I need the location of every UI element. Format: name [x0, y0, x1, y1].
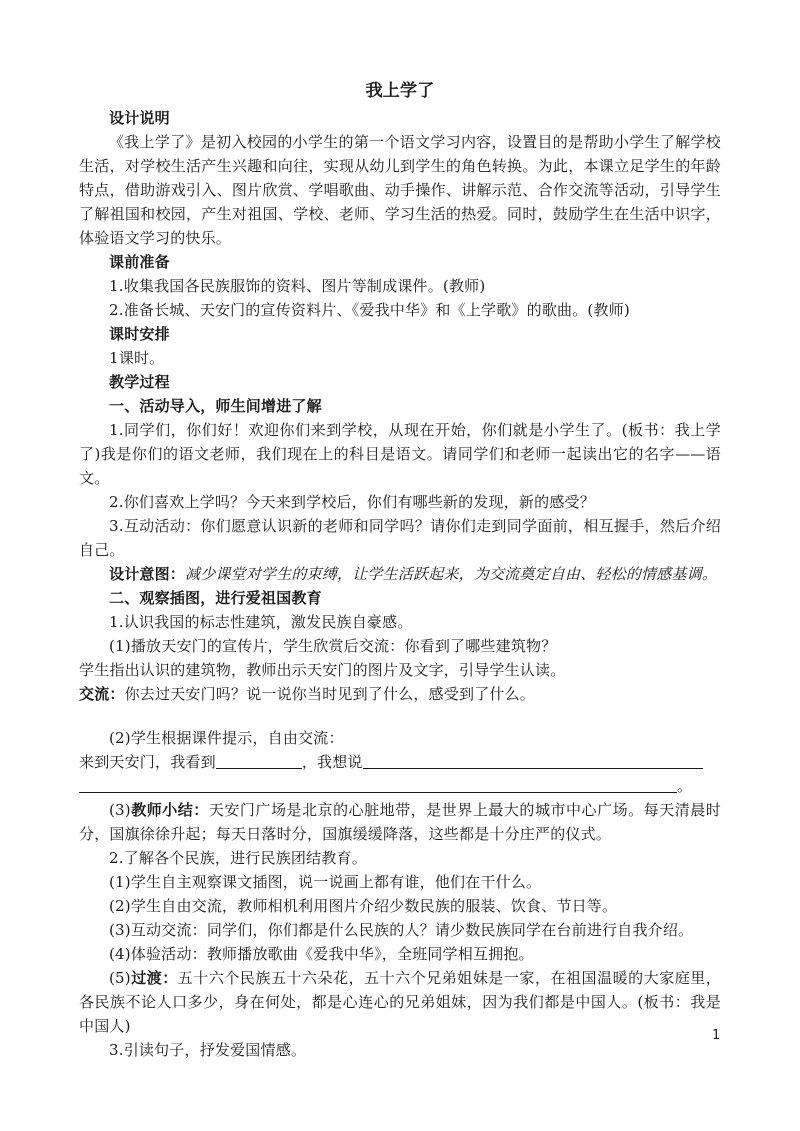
paragraph-prep-1: 1.收集我国各民族服饰的资料、图片等制成课件。(教师)	[109, 277, 486, 295]
document-body	[79, 72, 721, 1062]
paragraph-a1: 1.同学们，你们好！欢迎你们来到学校，从现在开始，你们就是小学生了。(板书：我上学了)我是你们的语文老师，我们现在上的科目是语文。请同学们和老师一起读出它的名字——语文。	[79, 421, 721, 487]
fill-end: 。	[677, 777, 693, 795]
label-design-intent: 设计意图：	[109, 565, 186, 583]
paragraph-c1: 2.了解各个民族，进行民族团结教育。	[109, 849, 367, 867]
section-heading-design: 设计说明	[109, 109, 170, 127]
label-teacher-summary: 教师小结：	[130, 801, 209, 819]
paragraph-b2: (1)播放天安门的宣传片，学生欣赏后交流：你看到了哪些建筑物？	[109, 637, 557, 655]
page-number: 1	[712, 1028, 721, 1043]
paragraph-a2: 2.你们喜欢上学吗？今天来到学校后，你们有哪些新的发现，新的感受？	[109, 493, 595, 511]
paragraph-design: 《我上学了》是初入校园的小学生的第一个语文学习内容，设置目的是帮助小学生了解学校生活，对学校生活产生兴趣和向往，实现从幼儿到学生的角色转换。为此，本课立足学生的年龄特点，借助游戏引入、图片欣赏、学唱歌曲、动手操作、讲解示范、合作交流等活动，引导学生了解祖国和校园，产生对祖国、学校、老师、学习生活的热爱。同时，鼓励学生在生活中识字，体验语文学习的快乐。	[79, 133, 721, 247]
paragraph-c5: (4)体验活动：教师播放歌曲《爱我中华》，全班同学相互拥抱。	[109, 945, 534, 963]
paragraph-b3: 学生指出认识的建筑物，教师出示天安门的图片及文字，引导学生认读。	[79, 661, 566, 679]
paragraph-schedule: 1课时。	[109, 349, 165, 367]
fill-in-line-2	[79, 774, 721, 798]
text-design-intent: 减少课堂对学生的束缚，让学生活跃起来，为交流奠定自由、轻松的情感基调。	[185, 565, 718, 583]
text-teacher-summary: 天安门广场是北京的心脏地带，是世界上最大的城市中心广场。每天清晨时分，国旗徐徐升起；每天日落时分，国旗缓缓降落，这些都是十分庄严的仪式。	[79, 801, 721, 843]
subheading-observe: 二、观察插图，进行爱祖国教育	[109, 589, 322, 607]
fill-blank-2	[363, 752, 703, 769]
fill-blank-1	[216, 752, 302, 769]
fill-text-a: 来到天安门，我看到	[79, 753, 216, 771]
label-exchange: 交流：	[79, 685, 125, 703]
paragraph-a3: 3.互动活动：你们愿意认识新的老师和同学吗？请你们走到同学面前，相互握手，然后介绍自己。	[79, 517, 721, 559]
paragraph-design-intent	[79, 562, 721, 586]
subheading-activity-intro: 一、活动导入，师生间增进了解	[109, 397, 322, 415]
paragraph-prep-2: 2.准备长城、天安门的宣传资料片、《爱我中华》和《上学歌》的歌曲。(教师)	[109, 301, 630, 319]
section-heading-process: 教学过程	[109, 373, 170, 391]
section-heading-preparation: 课前准备	[109, 253, 170, 271]
paragraph-c7: 3.引读句子，抒发爱国情感。	[109, 1041, 307, 1059]
paragraph-b4: (2)学生根据课件提示，自由交流：	[109, 729, 344, 747]
paragraph-c3: (2)学生自由交流，教师相机利用图片介绍少数民族的服装、饮食、节日等。	[109, 897, 618, 915]
fill-text-b: ，我想说	[301, 753, 363, 771]
paragraph-c2: (1)学生自主观察课文插图，说一说画上都有谁，他们在干什么。	[109, 873, 542, 891]
paragraph-transition	[79, 966, 721, 1038]
paragraph-c4: (3)互动交流：同学们，你们都是什么民族的人？请少数民族同学在台前进行自我介绍。	[109, 921, 694, 939]
page-title: 我上学了	[365, 81, 435, 101]
text-exchange: 你去过天安门吗？说一说你当时见到了什么，感受到了什么。	[124, 685, 536, 703]
fill-in-line	[79, 750, 721, 774]
label-transition: 过渡：	[130, 969, 178, 987]
paragraph-teacher-summary	[79, 798, 721, 846]
summary-prefix: (3)	[109, 801, 131, 819]
section-heading-schedule: 课时安排	[109, 325, 170, 343]
paragraph-b1: 1.认识我国的标志性建筑，激发民族自豪感。	[109, 613, 413, 631]
transition-prefix: (5)	[109, 969, 131, 987]
spacer	[79, 706, 721, 726]
fill-blank-3	[79, 776, 677, 793]
paragraph-exchange	[79, 682, 721, 706]
text-transition: 五十六个民族五十六朵花，五十六个兄弟姐妹是一家，在祖国温暖的大家庭里，各民族不论人口多少，身在何处，都是心连心的兄弟姐妹，因为我们都是中国人。(板书：我是中国人)	[79, 969, 721, 1035]
